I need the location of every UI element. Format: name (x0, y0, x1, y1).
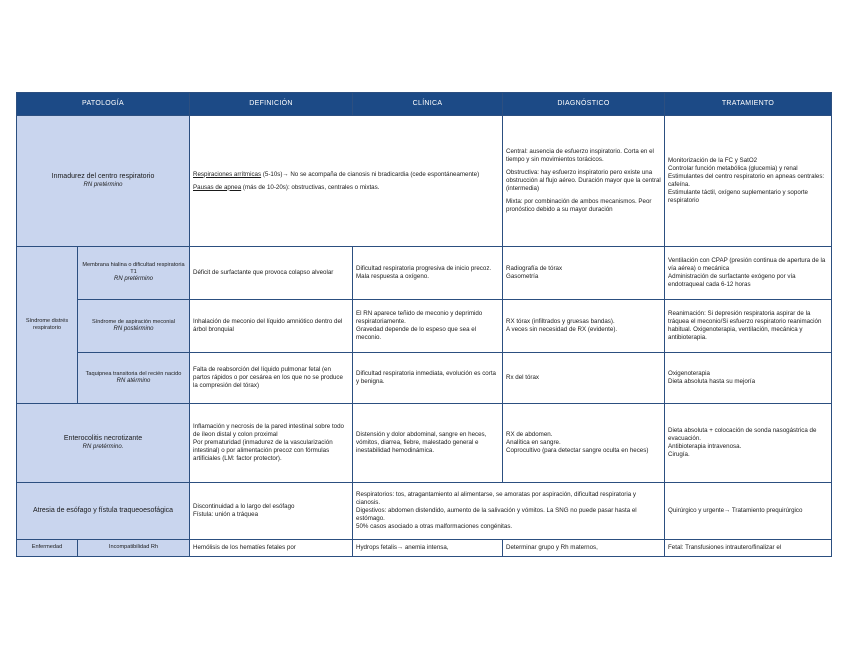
pathology-subtitle: RN pretérmino (113, 276, 153, 283)
definition-paragraph (193, 184, 499, 192)
group-label: Síndrome distrés respiratorio (25, 317, 69, 331)
definition-term: Pausas de apnea (193, 183, 242, 191)
definition-text: (más de 10-20s): obstructivas, centrales o mixtas. (241, 183, 380, 191)
treatment-cell: Quirúrgico y urgente→ Tratamiento prequirúrgico (665, 483, 832, 540)
treatment-cell: Fetal: Transfusiones intrautero/finalizar el (665, 540, 832, 557)
group-label-cell (17, 247, 78, 404)
neonatal-pathology-table (16, 92, 832, 557)
clinical-cell: Hydrops fetalis→ anemia intensa, (353, 540, 503, 557)
clinical-cell: Respiratorios: tos, atragantamiento al alimentarse, se amoratas por aspiración, dificultad respiratoria y cianosis. Digestivos: abdomen distendido, aumento de la salivación y vómitos. La SNG no puede pasar hasta el estómago. 50% casos asociado a otras malformaciones congénitas. (353, 483, 665, 540)
pathology-subtitle: RN atérmino (116, 377, 151, 384)
diagnosis-cell: Radiografía de tórax Gasometría (503, 247, 665, 300)
diagnosis-cell: Rx del tórax (503, 353, 665, 404)
pathology-name: Membrana hialina o dificultad respiratoria T1 (82, 262, 185, 276)
definition-cell (190, 116, 503, 247)
treatment-cell: Reanimación: Si depresión respiratoria aspirar de la tráquea el meconio/Si esfuerzo respiratorio reanimación habitual. Oxigenoterapia, ventilación, mecánica y antibioterapia. (665, 300, 832, 353)
pathology-cell (78, 353, 190, 404)
definition-cell: Falta de reabsorción del líquido pulmonar fetal (en partos rápidos o por cesárea en los que no se produce la compresión del tórax) (190, 353, 353, 404)
header-tratamiento: TRATAMIENTO (665, 93, 832, 116)
pathology-subtitle: Incompatibilidad Rh (108, 544, 159, 551)
definition-cell: Inhalación de meconio del líquido amniótico dentro del árbol bronquial (190, 300, 353, 353)
diagnosis-cell (503, 116, 665, 247)
definition-text: (5-10s)→ No se acompaña de cianosis ni bradicardia (cede espontáneamente) (261, 170, 480, 178)
pathology-subtitle: RN pretérmino (83, 181, 123, 188)
table-row-enfermedad-rh (17, 540, 832, 557)
diagnosis-cell: Determinar grupo y Rh maternos, (503, 540, 665, 557)
table-row-atresia (17, 483, 832, 540)
pathology-cell (17, 116, 190, 247)
pathology-cell (17, 483, 190, 540)
pathology-name: Inmadurez del centro respiratorio (51, 172, 155, 180)
clinical-cell: El RN aparece teñido de meconio y deprimido respiratoriamente. Gravedad depende de lo espeso que sea el meconio. (353, 300, 503, 353)
table-row-membrana-hialina (17, 247, 832, 300)
pathology-cell (17, 404, 190, 483)
diagnosis-paragraph: Mixta: por combinación de ambos mecanismos. Peor pronóstico debido a su mayor duración (506, 197, 652, 213)
definition-cell: Déficit de surfactante que provoca colapso alveolar (190, 247, 353, 300)
pathology-name: Atresia de esófago y fístula traqueoesofágica (32, 506, 174, 514)
pathology-cell (78, 247, 190, 300)
pathology-name: Enterocolitis necrotizante (63, 434, 143, 442)
table-row-inmadurez (17, 116, 832, 247)
definition-cell: Hemólisis de los hematíes fetales por (190, 540, 353, 557)
table-row-aspiracion-meconial (17, 300, 832, 353)
diagnosis-cell: RX tórax (infiltrados y gruesas bandas). A veces sin necesidad de RX (evidente). (503, 300, 665, 353)
clinical-cell: Dificultad respiratoria inmediata, evolución es corta y benigna. (353, 353, 503, 404)
table-row-enterocolitis (17, 404, 832, 483)
pathology-name: Síndrome de aspiración meconial (91, 318, 176, 325)
definition-cell: Inflamación y necrosis de la pared intestinal sobre todo de íleon distal y colon proximal Por prematuridad (inmadurez de la vascularización intestinal) o por alimentación precoz con fórmulas artificiales (LM: factor protector). (190, 404, 353, 483)
table-row-taquipnea (17, 353, 832, 404)
pathology-subtype-cell (78, 540, 190, 557)
treatment-cell: Ventilación con CPAP (presión continua de apertura de la vía aérea) o mecánica Administración de surfactante exógeno por vía endotraqueal cada 6-12 horas (665, 247, 832, 300)
header-diagnostico: DIAGNÓSTICO (503, 93, 665, 116)
pathology-cell (78, 300, 190, 353)
diagnosis-paragraph: Central: ausencia de esfuerzo inspiratorio. Corta en el tiempo y sin movimientos torácicos. (506, 148, 654, 164)
pathology-name: Taquipnea transitoria del recién nacido (85, 370, 182, 377)
clinical-cell: Dificultad respiratoria progresiva de inicio precoz. Mala respuesta a oxígeno. (353, 247, 503, 300)
definition-term: Respiraciones arrítmicas (193, 170, 262, 178)
pathology-subtitle: RN pretérmino. (82, 443, 124, 450)
header-row (17, 93, 832, 116)
pathology-subtitle: RN postérmino (113, 325, 154, 332)
definition-paragraph (193, 171, 499, 179)
clinical-cell: Distensión y dolor abdominal, sangre en heces, vómitos, diarrea, fiebre, malestado general e inestabilidad hemodinámica. (353, 404, 503, 483)
diagnosis-paragraph: Obstructiva: hay esfuerzo inspiratorio pero existe una obstrucción al flujo aéreo. Duración mayor que la central (intermedia) (506, 169, 661, 192)
diagnosis-cell: RX de abdomen. Analítica en sangre. Coprocultivo (para detectar sangre oculta en heces) (503, 404, 665, 483)
header-definicion: DEFINICIÓN (190, 93, 353, 116)
treatment-cell: Dieta absoluta + colocación de sonda nasogástrica de evacuación. Antibioterapia intravenosa. Cirugía. (665, 404, 832, 483)
header-patologia: PATOLOGÍA (17, 93, 190, 116)
pathology-name: Enfermedad (31, 544, 63, 551)
definition-cell: Discontinuidad a lo largo del esófago Fístula: unión a tráquea (190, 483, 353, 540)
header-clinica: CLÍNICA (353, 93, 503, 116)
treatment-cell: Oxigenoterapia Dieta absoluta hasta su mejoría (665, 353, 832, 404)
treatment-cell: Monitorización de la FC y SatO2 Controlar función metabólica (glucemia) y renal Estimulantes del centro respiratorio en apneas centrales: cafeína. Estimulante táctil, oxígeno suplementario y soporte respiratorio (665, 116, 832, 247)
pathology-cell (17, 540, 78, 557)
